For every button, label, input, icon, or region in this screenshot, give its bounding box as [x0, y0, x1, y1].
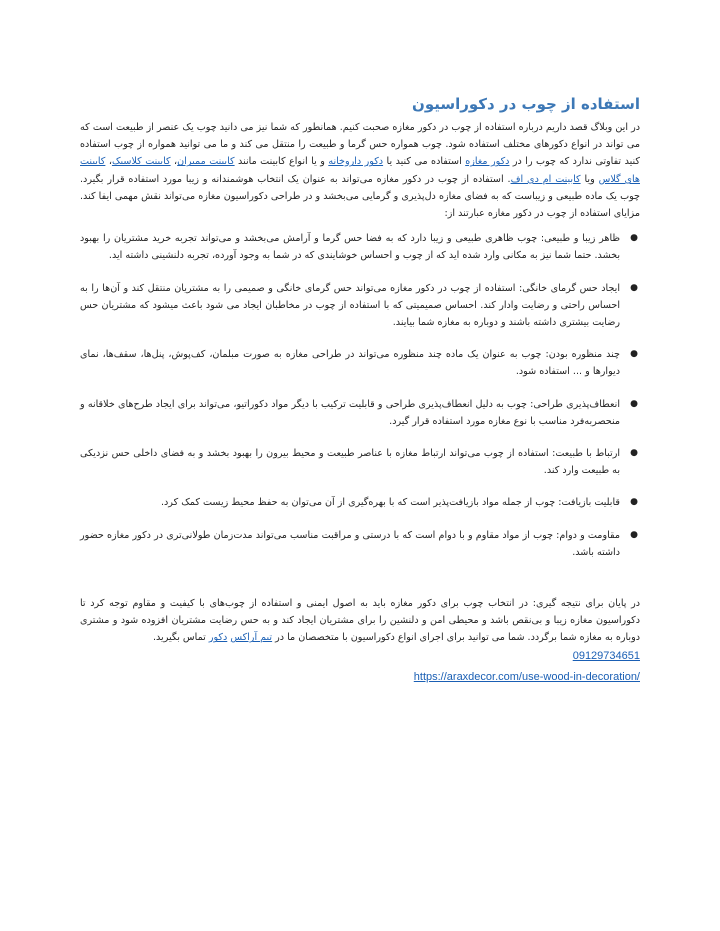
list-item: ● ایجاد حس گرمای خانگی: استفاده از چوب در دکور مغازه می‌تواند حس گرمای خانگی و صمیمی را به مشتریان منتقل کند و آن‌ها را به احساس راحتی و رضایت وادار کند. احساس صمیمیتی که با استفاده از چوب در مخاطبان ایجاد می شود باعث میشود که مشتریان حس رضایت بیشتری داشته باشند و دوباره به مغازه شما بیایند.	[80, 280, 640, 332]
intro-sep-2: ،	[105, 156, 112, 168]
intro-text-2: استفاده می کنید یا	[383, 156, 466, 168]
link-classic-cabinet[interactable]: کابینت کلاسیک	[111, 156, 171, 168]
list-item: ● ظاهر زیبا و طبیعی: چوب ظاهری طبیعی و زیبا دارد که به فضا حس گرما و آرامش می‌بخشد و می‌تواند تجربه خرید مشتریان را بهبود بخشد. حتما شما نیز به مکانی وارد شده اید که از چوب و احساس خوشایندی که در شما به وجود آورده، تجربه دلنشینی داشته اید.	[80, 230, 640, 264]
link-arax-team[interactable]: تیم آراکس	[230, 632, 273, 644]
bullet-icon: ●	[630, 282, 638, 293]
conclusion-tail: تماس بگیرید.	[152, 632, 209, 644]
intro-text-4: ویا	[580, 173, 599, 185]
bullet-icon: ●	[630, 448, 638, 459]
bullet-icon: ●	[630, 398, 638, 409]
intro-text-5: . استفاده از چوب در دکور مغازه می‌تواند به عنوان یک انتخاب هوشمندانه و زیبا مورد استفاده قرار بگیرد. چوب یک ماده طبیعی و زیباست که به فضای مغازه دل‌پذیری و گرمایی می‌بخشد و در طراحی دکوراسیون مغازه می‌تواند نقش مهمی ایفا کند. مزایای استفاده از چوب در دکور مغازه عبارتند از:	[80, 173, 640, 220]
list-item: ● انعطاف‌پذیری طراحی: چوب به دلیل انعطاف‌پذیری طراحی و قابلیت ترکیب با دیگر مواد دکوراتیو، می‌تواند برای ایجاد طرح‌های خلاقانه و منحصربه‌فرد مناسب با نوع مغازه مورد استفاده قرار گیرد.	[80, 396, 640, 430]
intro-text-1: در این وبلاگ قصد داریم درباره استفاده از چوب در دکور مغازه صحبت کنیم. همانطور که شما نیز می دانید چوب یک عنصر از طبیعت است که می تواند در انواع دکورهای مختلف استفاده شود. چوب همواره حس گرما و طبیعت را منتقل می کند و ما می توانید همواره از چوب استفاده کنید تفاوتی ندارد که چوب را در	[80, 122, 640, 168]
list-item: ● مقاومت و دوام: چوب از مواد مقاوم و با دوام است که با درستی و مراقبت مناسب می‌تواند مدت‌زمان طولانی‌تری در دکور مغازه حضور داشته باشد.	[80, 527, 640, 561]
intro-paragraph	[80, 119, 640, 222]
list-item: ● قابلیت بازیافت: چوب از جمله مواد بازیافت‌پذیر است که با بهره‌گیری از آن می‌توان به حفظ محیط زیست کمک کرد.	[80, 494, 640, 511]
benefits-list	[80, 230, 640, 561]
article	[80, 95, 640, 683]
page-title: استفاده از چوب در دکوراسیون	[412, 95, 640, 113]
link-shop-decor[interactable]: دکور مغازه	[465, 156, 510, 168]
source-url-link[interactable]: https://araxdecor.com/use-wood-in-decoration/	[413, 670, 640, 683]
intro-text-3: و یا انواع کابینت مانند	[234, 156, 329, 168]
bullet-icon: ●	[630, 529, 638, 540]
conclusion-paragraph	[80, 595, 640, 665]
conclusion-text: در پایان برای نتیجه گیری: در انتخاب چوب برای دکور مغازه باید به اصول ایمنی و استفاده از چوب‌های با کیفیت و مقاوم توجه کرد تا دکوراسیون مغازه زیبا و بی‌نقص باشد و محیطی امن و دلنشین را برای مشتریان ایجاد کند و به حس رضایت مشتریان افزوده شود و مشتری دوباره به مغازه شما برگردد. شما می توانید برای اجرای انواع دکوراسیون با متخصصان ما در	[80, 598, 640, 644]
link-pharmacy-decor[interactable]: دکور داروخانه	[328, 156, 384, 168]
link-membrane-cabinet[interactable]: کابینت ممبران	[177, 156, 235, 168]
list-item: ● ارتباط با طبیعت: استفاده از چوب می‌تواند ارتباط مغازه با عناصر طبیعت و محیط بیرون را بهبود بخشد و به فضای داخلی حس نزدیکی به طبیعت وارد کند.	[80, 445, 640, 479]
phone-link[interactable]: 09129734651	[572, 649, 640, 662]
link-glass-cabinet[interactable]: کابینت های گلاس	[80, 156, 640, 185]
link-mdf-cabinet[interactable]: کابینت ام دی اف	[510, 173, 581, 185]
list-item: ● چند منظوره بودن: چوب به عنوان یک ماده چند منظوره می‌تواند در طراحی مغازه به صورت مبلمان، کف‌پوش، پنل‌ها، سقف‌ها، نمای دیوارها و ... استفاده شود.	[80, 346, 640, 380]
link-arax-decor[interactable]: دکور	[208, 632, 228, 644]
bullet-icon: ●	[630, 233, 638, 244]
bullet-icon: ●	[630, 349, 638, 360]
bullet-icon: ●	[630, 497, 638, 508]
intro-sep-1: ،	[170, 156, 178, 168]
